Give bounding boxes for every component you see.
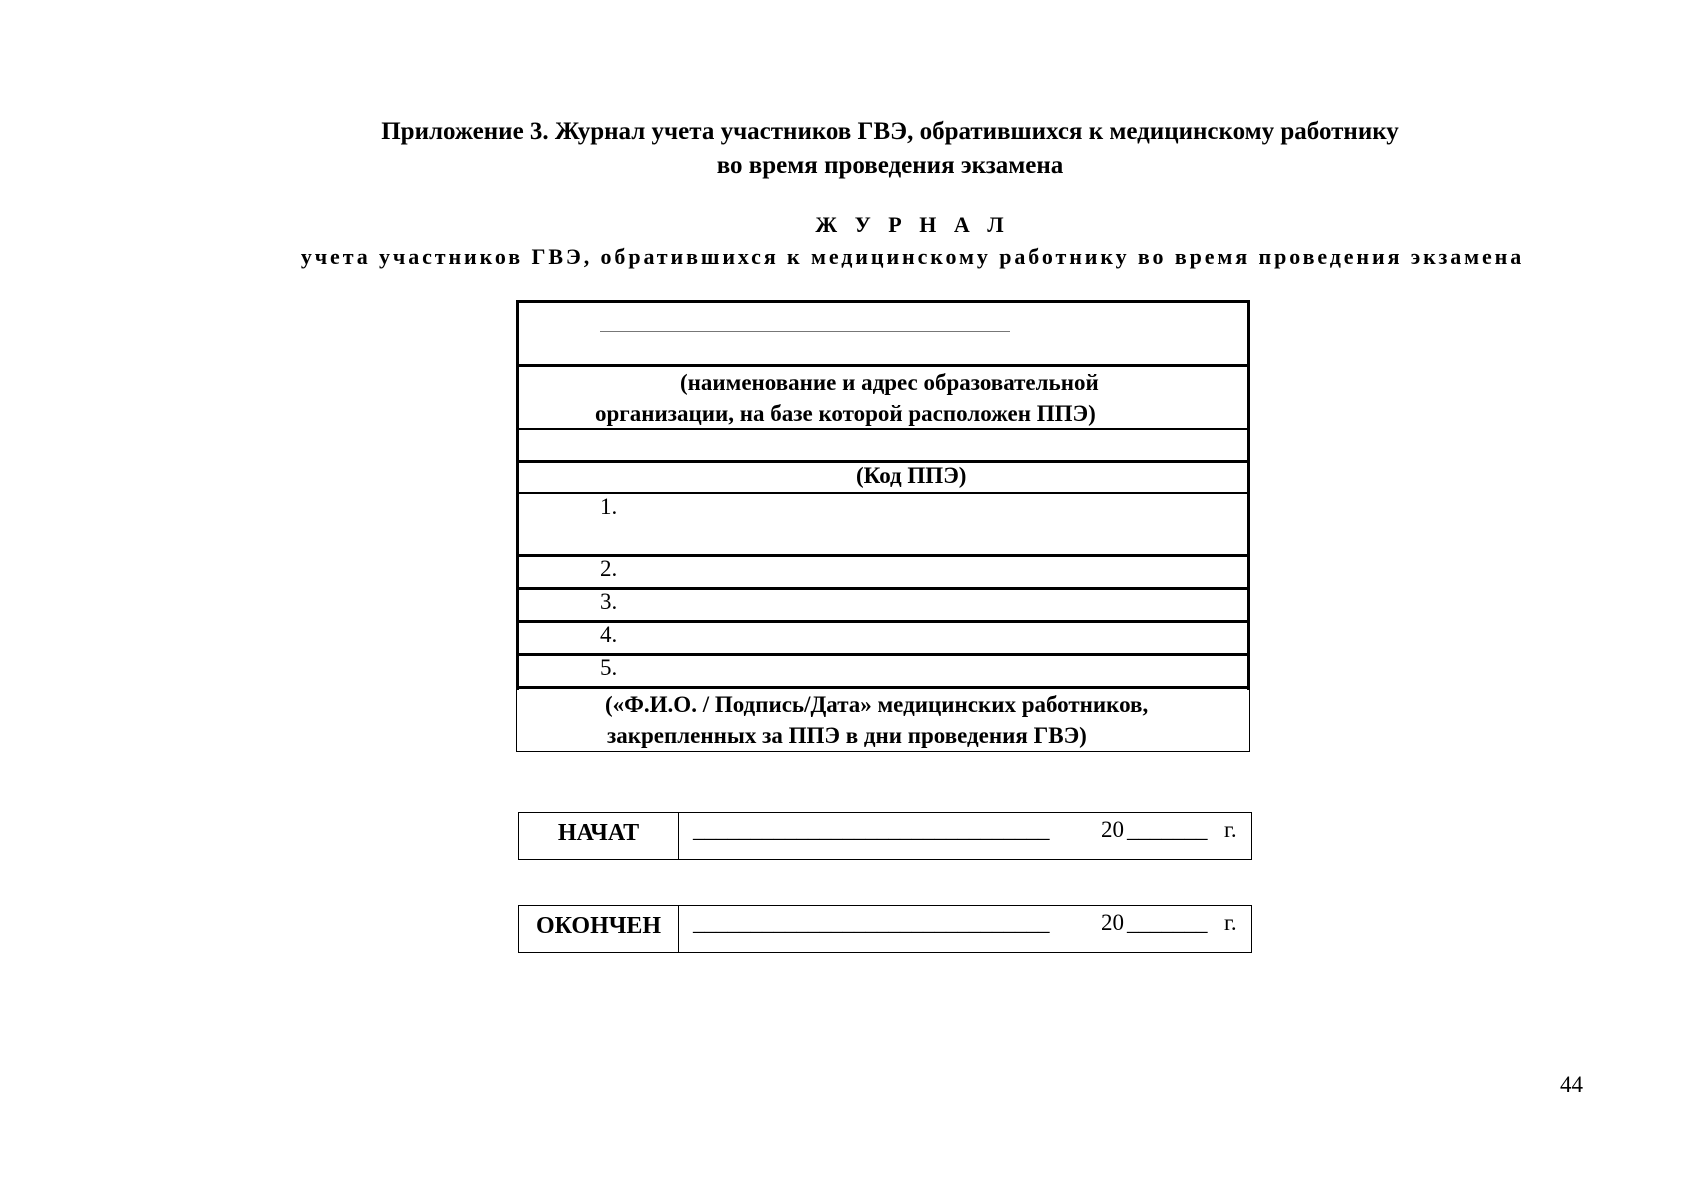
form-divider [516,492,1250,494]
year-prefix: 20 [1101,817,1124,842]
ended-label: ОКОНЧЕН [519,906,679,952]
page-number: 44 [1560,1072,1583,1097]
form-divider [516,620,1250,623]
row-number: 1. [600,494,618,519]
org-name-underline [600,331,1010,332]
org-caption-line2: организации, на базе которой расположен ППЭ) [595,401,1096,426]
code-caption: (Код ППЭ) [856,463,967,488]
appendix-heading-line1: Приложение 3. Журнал учета участников ГВЭ, обратившихся к медицинскому работнику [381,118,1399,145]
org-caption-line1: (наименование и адрес образовательной [680,370,1099,395]
started-date-field[interactable] [679,813,1251,859]
journal-subtitle: учета участников ГВЭ, обратившихся к медицинскому работнику во время проведения экзамена [300,244,1525,269]
ended-date-field[interactable] [679,906,1251,952]
year-blank: _______ [1127,817,1208,842]
staff-caption-line1: («Ф.И.О. / Подпись/Дата» медицинских работников, [605,692,1149,717]
row-number: 5. [600,655,618,680]
ended-date-box [518,905,1252,953]
date-blank: _______________________________ [693,817,1050,842]
row-number: 4. [600,622,618,647]
form-divider [516,587,1250,590]
year-blank: _______ [1127,910,1208,935]
started-label: НАЧАТ [519,813,679,859]
appendix-heading-line2: во время проведения экзамена [716,152,1064,179]
row-number: 3. [600,589,618,614]
form-divider [516,554,1250,557]
staff-caption-line2: закрепленных за ППЭ в дни проведения ГВЭ) [607,723,1087,748]
journal-title: Ж У Р Н А Л [815,212,1010,237]
form-divider [516,653,1250,656]
started-date-box [518,812,1252,860]
year-suffix: г. [1224,817,1237,842]
year-prefix: 20 [1101,910,1124,935]
date-blank: _______________________________ [693,910,1050,935]
year-suffix: г. [1224,910,1237,935]
journal-info-form [516,300,1250,690]
row-number: 2. [600,556,618,581]
